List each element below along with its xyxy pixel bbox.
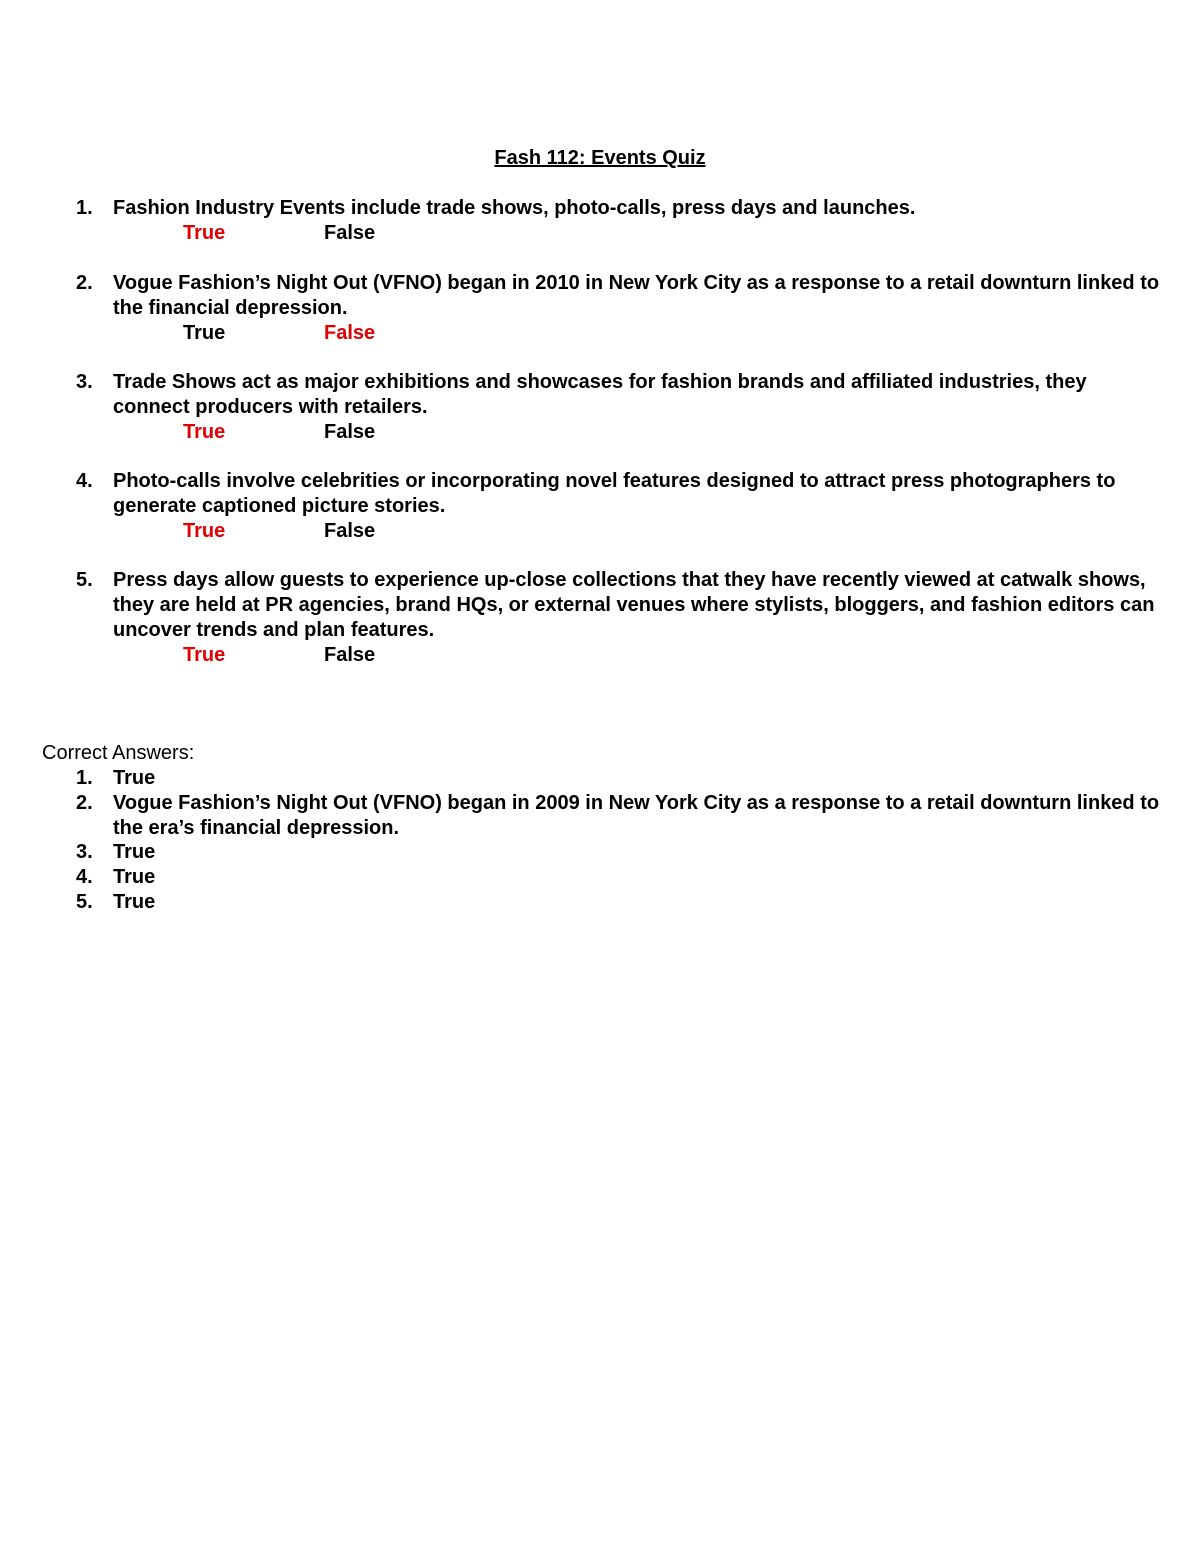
question-number: 5. [76,569,93,591]
answer-options [76,321,1166,346]
question-number: 4. [76,470,93,492]
correct-answer-3 [76,840,1166,865]
answer-number: 3. [76,841,93,863]
answer-text: True [113,866,156,888]
question-text: Vogue Fashion’s Night Out (VFNO) began in 2010 in New York City as a response to a retail downturn linked to the financial depression. [113,272,1160,319]
answer-text: True [113,891,156,913]
question-text: Photo-calls involve celebrities or incorporating novel features designed to attract press photographers to generate captioned picture stories. [113,470,1116,517]
answer-true: True [183,322,226,344]
page-title: Fash 112: Events Quiz [494,147,706,169]
answer-number: 1. [76,767,93,789]
correct-answer-2 [76,791,1166,841]
answer-false: False [324,520,376,542]
question-2 [76,271,1166,346]
correct-answer-5 [76,890,1166,915]
question-3 [76,370,1166,445]
answer-false: False [324,644,376,666]
answer-true-marked: True [183,520,226,542]
correct-answer-4 [76,865,1166,890]
question-text: Fashion Industry Events include trade shows, photo-calls, press days and launches. [113,197,916,219]
answer-text: Vogue Fashion’s Night Out (VFNO) began in 2009 in New York City as a response to a retail downturn linked to the era’s financial depression. [113,792,1160,839]
correct-answers-heading: Correct Answers: [42,742,195,764]
question-text: Trade Shows act as major exhibitions and showcases for fashion brands and affiliated industries, they connect producers with retailers. [113,371,1087,418]
question-1 [76,196,1166,246]
answer-true-marked: True [183,421,226,443]
answer-number: 2. [76,792,93,814]
answer-true-marked: True [183,222,226,244]
answer-text: True [113,767,156,789]
answer-text: True [113,841,156,863]
answer-options [76,420,1166,445]
answer-false-marked: False [324,322,376,344]
answer-false: False [324,222,376,244]
correct-answer-1 [76,766,1166,791]
question-number: 2. [76,272,93,294]
answer-number: 4. [76,866,93,888]
question-number: 1. [76,197,93,219]
answer-false: False [324,421,376,443]
answer-options [76,221,1166,246]
question-4 [76,469,1166,544]
answer-options [76,519,1166,544]
question-number: 3. [76,371,93,393]
question-text: Press days allow guests to experience up-close collections that they have recently viewed at catwalk shows, they are held at PR agencies, brand HQs, or external venues where stylists, bloggers, and fashion editors can uncover trends and plan features. [113,569,1155,641]
answer-true-marked: True [183,644,226,666]
question-5 [76,568,1166,668]
answer-options [76,643,1166,668]
answer-number: 5. [76,891,93,913]
